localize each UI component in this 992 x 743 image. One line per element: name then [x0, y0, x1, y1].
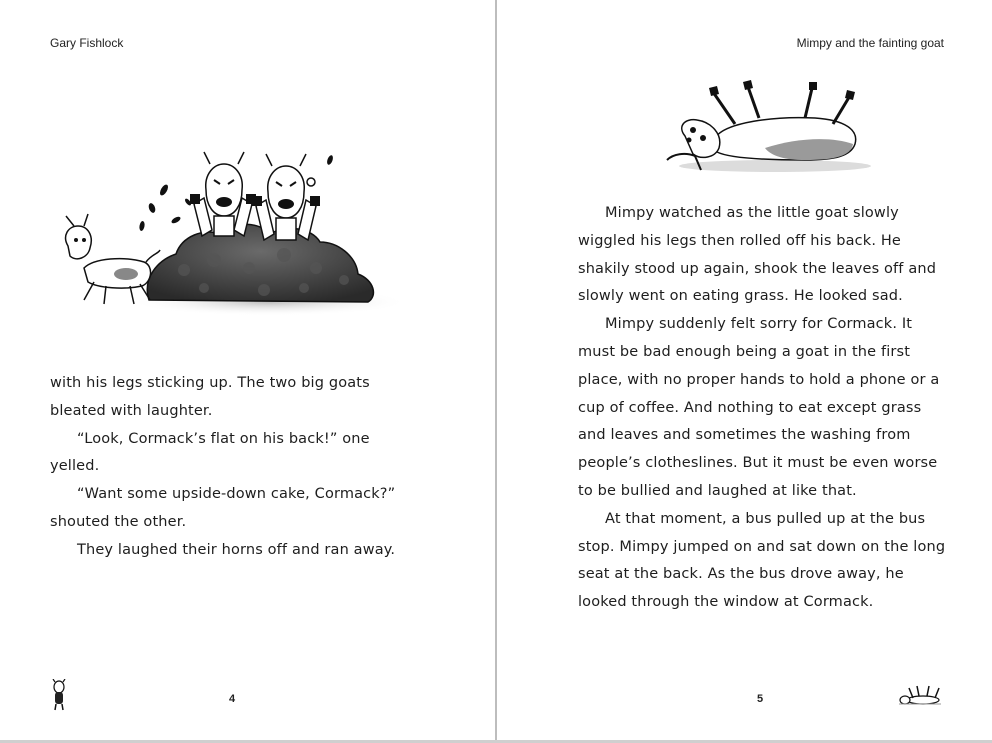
goats-laughing-over-bush-illustration	[54, 150, 404, 330]
paragraph: with his legs sticking up. The two big goats bleated with laughter.	[50, 375, 370, 419]
paragraph: They laughed their horns off and ran away.	[77, 541, 396, 558]
left-page-body-text	[50, 370, 410, 565]
paragraph: “Look, Cormack’s flat on his back!” one yelled.	[50, 430, 370, 475]
running-head-author: Gary Fishlock	[50, 36, 124, 50]
paragraph: Mimpy watched as the little goat slowly wiggled his legs then rolled off his back. He shakily stood up again, shook the leaves off and slowly went on eating grass. He looked sad.	[578, 205, 937, 305]
paragraph: “Want some upside-down cake, Cormack?” shouted the other.	[50, 486, 396, 530]
right-page-body-text	[578, 200, 948, 617]
page-number: 4	[229, 693, 236, 705]
page-number: 5	[757, 693, 764, 705]
paragraph: Mimpy suddenly felt sorry for Cormack. It must be bad enough being a goat in the first place, with no proper hands to hold a phone or a cup of coffee. And nothing to eat except grass and leaves and sometimes the washing from people’s clotheslines. But it must be even worse to be bullied and laughed at like that.	[578, 316, 940, 499]
paragraph: At that moment, a bus pulled up at the bus stop. Mimpy jumped on and sat down on the long seat at the back. As the bus drove away, he looked through the window at Cormack.	[578, 510, 946, 611]
running-head-title: Mimpy and the fainting goat	[796, 36, 944, 50]
goat-on-back-illustration	[655, 78, 875, 178]
right-page	[497, 0, 992, 743]
small-goat-on-back-icon	[897, 684, 943, 706]
small-goat-standing-icon	[50, 679, 68, 711]
